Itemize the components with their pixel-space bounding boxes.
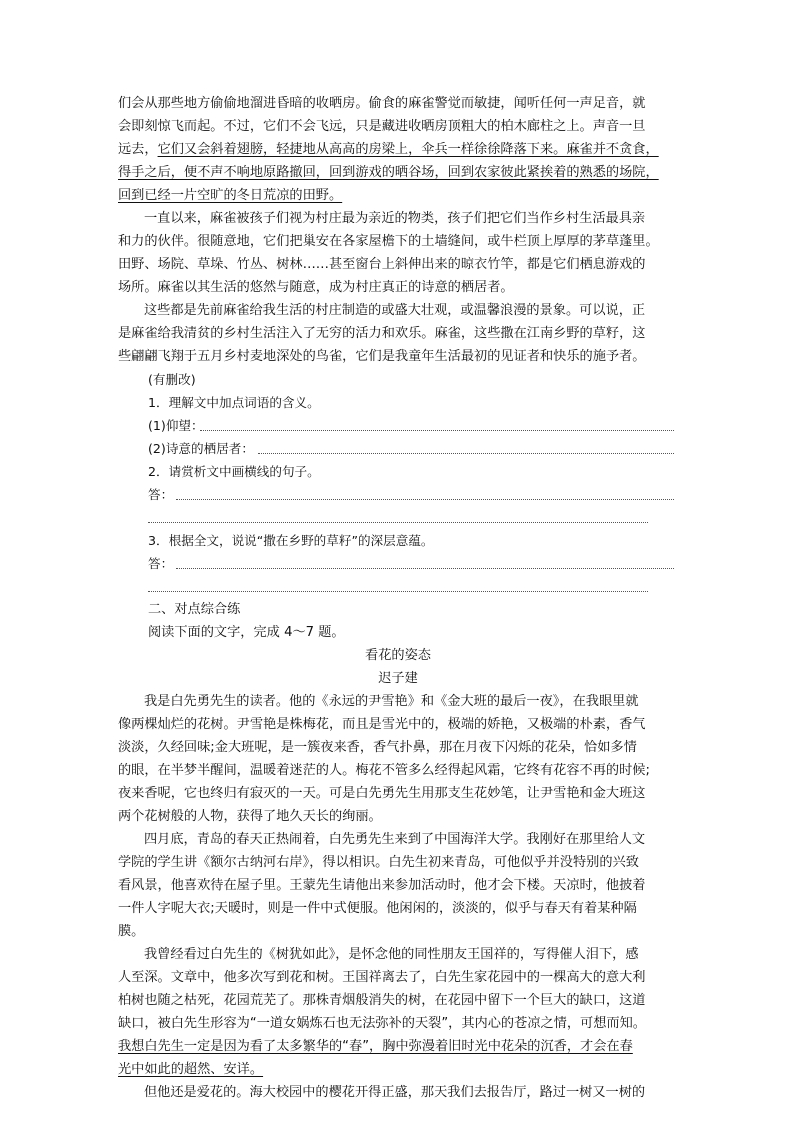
paragraph-line bbox=[118, 139, 659, 161]
paragraph-line: 缺口，被白先生形容为“一道女娲炼石也无法弥补的天裂”，其内心的苍凉之情，可想而知。 bbox=[118, 1016, 646, 1031]
paragraph-line: 会即刻惊飞而起。不过，它们不会飞远，只是藏进收晒房顶粗大的柏木廊柱之上。声音一旦 bbox=[118, 119, 646, 134]
paragraph-line: 夜来香呢，它也终归有寂灭的一天。可是白先勇先生用那支生花妙笔，让尹雪艳和金大班这 bbox=[118, 786, 646, 801]
paragraph-line: 我曾经看过白先生的《树犹如此》，是怀念他的同性朋友王国祥的，写得催人泪下，感 bbox=[144, 947, 639, 962]
paragraph-line: 我是白先勇先生的读者。他的《永远的尹雪艳》和《金大班的最后一夜》，在我眼里就 bbox=[144, 694, 639, 709]
paragraph-line: 膜。 bbox=[118, 924, 145, 939]
question-2: 2．请赏析文中画横线的句子。 bbox=[148, 464, 320, 479]
paragraph-line: 这些都是先前麻雀给我生活的村庄制造的或盛大壮观，或温馨浪漫的景象。可以说，正 bbox=[144, 303, 646, 318]
question-1: 1．理解文中加点词语的含义。 bbox=[148, 395, 320, 410]
paragraph-line: 是麻雀给我清贫的乡村生活注入了无穷的活力和欢乐。麻雀，这些撒在江南乡野的草籽，这 bbox=[118, 326, 646, 341]
text-span: 远去， bbox=[118, 142, 158, 157]
underlined-sentence: 光中如此的超然、安详。 bbox=[118, 1062, 264, 1077]
underlined-sentence: 它们又会斜着翅膀，轻捷地从高高的房梁上，伞兵一样徐徐降落下来。麻雀并不贪食， bbox=[157, 142, 659, 157]
paragraph-line: 两个花树般的人物，获得了地久天长的绚丽。 bbox=[118, 809, 382, 824]
paragraph-line: 田野、场院、草垛、竹丛、树林……甚至窗台上斜伸出来的晾衣竹竿，都是它们栖息游戏的 bbox=[118, 257, 646, 272]
answer-label: 答： bbox=[148, 487, 174, 502]
paragraph-line: 看风景，他喜欢待在屋子里。王蒙先生请他出来参加活动时，他才会下楼。天凉时，他披着 bbox=[118, 878, 646, 893]
underlined-sentence: 我想白先生一定是因为看了太多繁华的“春”，胸中弥漫着旧时光中花朵的沉香，才会在春 bbox=[118, 1039, 633, 1054]
answer-line bbox=[148, 522, 648, 523]
article-title: 看花的姿态 bbox=[365, 648, 431, 663]
answer-line bbox=[258, 453, 674, 454]
paragraph-line: 学院的学生讲《额尔古纳河右岸》，得以相识。白先生初来青岛，可他似乎并没特别的兴致 bbox=[118, 855, 639, 870]
paragraph-line: 的眼，在半梦半醒间，温暖着迷茫的人。梅花不管多么经得起风霜，它终有花容不再的时候; bbox=[118, 763, 650, 778]
paragraph-line: 一件人字呢大衣;天暖时，则是一件中式便服。他闲闲的，淡淡的，似乎与春天有着某种隔 bbox=[118, 901, 637, 916]
question-1b: (2)诗意的栖居者： bbox=[148, 441, 254, 456]
question-1a: (1)仰望： bbox=[148, 418, 204, 433]
paragraph-line: 们会从那些地方偷偷地溜进昏暗的收晒房。偷食的麻雀警觉而敏捷，闻听任何一声足音，就 bbox=[118, 96, 646, 111]
underlined-sentence: 回到已经一片空旷的冬日荒凉的田野。 bbox=[118, 188, 343, 203]
paragraph-line: 一直以来，麻雀被孩子们视为村庄最为亲近的物类，孩子们把它们当作乡村生活最具亲 bbox=[144, 211, 646, 226]
underlined-sentence: 得手之后，便不声不响地原路撤回，回到游戏的晒谷场，回到农家彼此紧挨着的熟悉的场院， bbox=[118, 165, 659, 180]
paragraph-line: 人至深。文章中，他多次写到花和树。王国祥离去了，白先生家花园中的一棵高大的意大利 bbox=[118, 970, 646, 985]
answer-line bbox=[148, 591, 648, 592]
paragraph-line: 像两棵灿烂的花树。尹雪艳是株梅花，而且是雪光中的，极端的娇艳，又极端的朴素，香气 bbox=[118, 717, 646, 732]
paragraph-line: 柏树也随之枯死，花园荒芜了。那株青烟般消失的树，在花园中留下一个巨大的缺口，这道 bbox=[118, 993, 646, 1008]
answer-label: 答： bbox=[148, 556, 174, 571]
answer-line bbox=[200, 430, 674, 431]
paragraph-line: 但他还是爱花的。海大校园中的樱花开得正盛，那天我们去报告厅，路过一树又一树的 bbox=[144, 1085, 646, 1100]
section-heading: 二、对点综合练 bbox=[148, 602, 241, 617]
paragraph-line: 淡淡，久经回味;金大班呢，是一簇夜来香，香气扑鼻，那在月夜下闪烁的花朵，恰如多情 bbox=[118, 740, 637, 755]
answer-line bbox=[176, 568, 674, 569]
instruction: 阅读下面的文字，完成 4～7 题。 bbox=[148, 625, 345, 640]
paragraph-line: 四月底，青岛的春天正热闹着，白先勇先生来到了中国海洋大学。我刚好在那里给人文 bbox=[144, 832, 646, 847]
paragraph-line: 场所。麻雀以其生活的悠然与随意，成为村庄真正的诗意的栖居者。 bbox=[118, 280, 514, 295]
paragraph-line: 和力的伙伴。很随意地，它们把巢安在各家屋檐下的土墙缝间，或牛栏顶上厚厚的茅草蓬里。 bbox=[118, 234, 659, 249]
source-note: (有删改) bbox=[148, 372, 196, 387]
answer-line bbox=[176, 499, 674, 500]
question-3: 3．根据全文，说说“撒在乡野的草籽”的深层意蕴。 bbox=[148, 533, 434, 548]
paragraph-line: 些翩翩飞翔于五月乡村麦地深处的鸟雀，它们是我童年生活最初的见证者和快乐的施予者。 bbox=[118, 349, 646, 364]
article-author: 迟子建 bbox=[378, 671, 418, 686]
